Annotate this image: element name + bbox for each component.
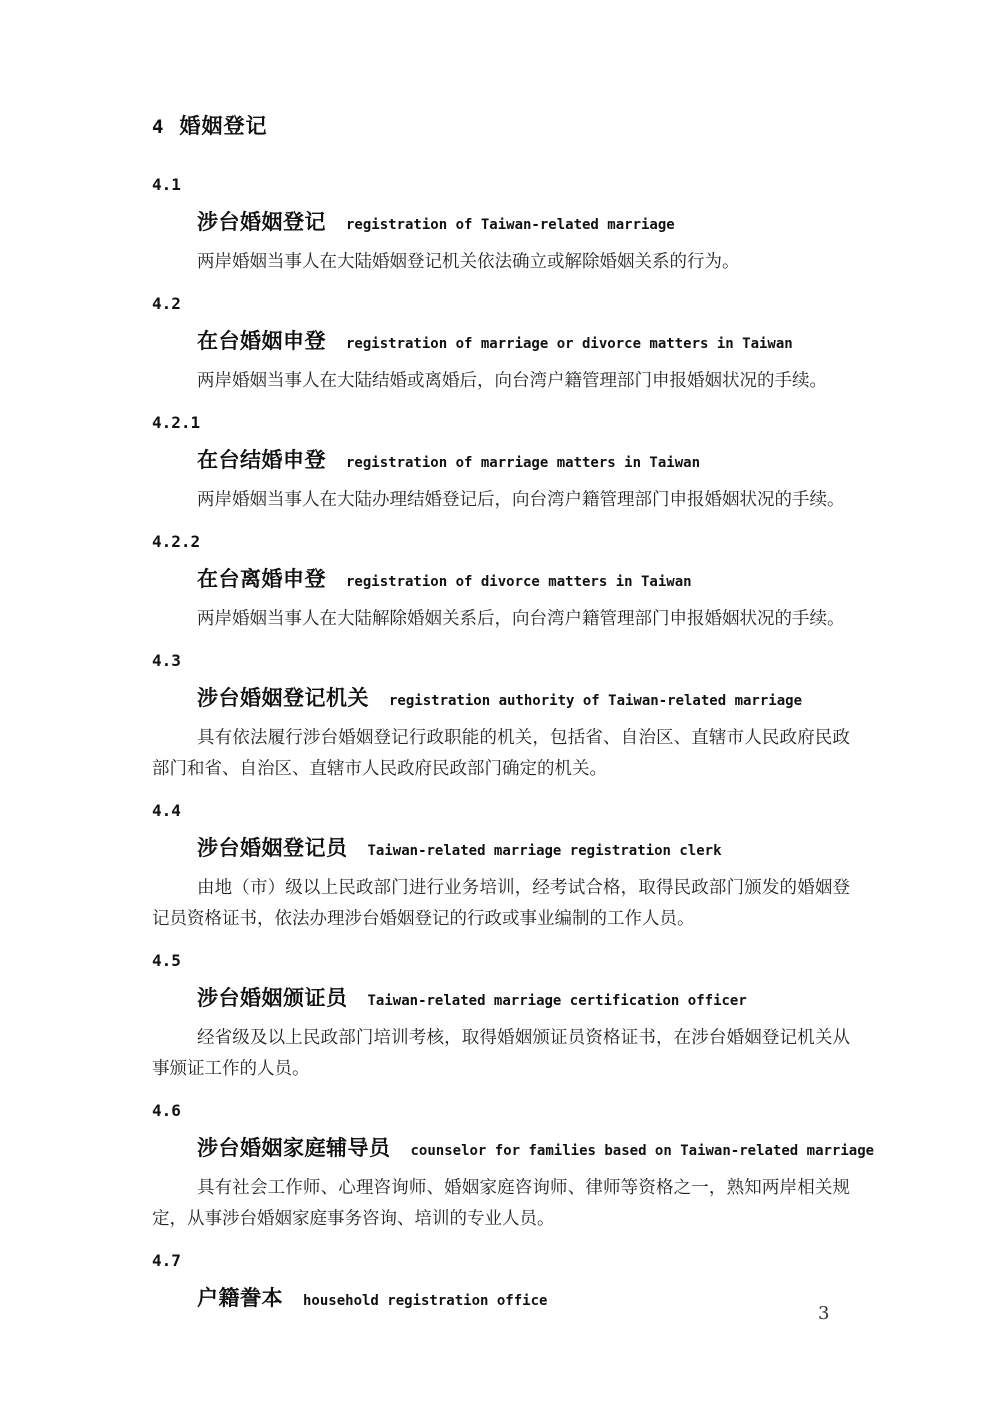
section-number: 4.5 xyxy=(152,951,181,970)
heading-title: 婚姻登记 xyxy=(179,114,268,138)
term-section xyxy=(152,794,850,935)
term-section xyxy=(152,406,850,516)
heading-number: 4 xyxy=(152,116,164,138)
section-number: 4.4 xyxy=(152,801,181,820)
section-number: 4.3 xyxy=(152,651,181,670)
term-line xyxy=(197,682,850,718)
term-section xyxy=(152,1244,850,1318)
term-english: registration of marriage matters in Taiwan xyxy=(346,455,701,471)
term-section xyxy=(152,168,850,278)
term-chinese: 涉台婚姻颁证员 xyxy=(197,986,348,1010)
term-english: Taiwan-related marriage certification officer xyxy=(367,993,747,1009)
term-chinese: 涉台婚姻登记机关 xyxy=(197,686,369,710)
term-definition: 具有依法履行涉台婚姻登记行政职能的机关，包括省、自治区、直辖市人民政府民政部门和省、自治区、直辖市人民政府民政部门确定的机关。 xyxy=(152,728,850,779)
term-definition: 具有社会工作师、心理咨询师、婚姻家庭咨询师、律师等资格之一，熟知两岸相关规定，从事涉台婚姻家庭事务咨询、培训的专业人员。 xyxy=(152,1178,850,1229)
section-number: 4.1 xyxy=(152,175,181,194)
term-english: registration authority of Taiwan-related marriage xyxy=(389,693,803,709)
term-section xyxy=(152,525,850,635)
term-line xyxy=(197,1132,875,1168)
term-definition: 两岸婚姻当事人在大陆办理结婚登记后，向台湾户籍管理部门申报婚姻状况的手续。 xyxy=(197,490,845,510)
term-chinese: 涉台婚姻家庭辅导员 xyxy=(197,1136,391,1160)
term-line xyxy=(197,1282,850,1318)
term-section xyxy=(152,287,850,397)
term-chinese: 户籍誊本 xyxy=(197,1286,283,1310)
term-english: counselor for families based on Taiwan-related marriage xyxy=(410,1143,875,1159)
term-definition: 由地（市）级以上民政部门进行业务培训，经考试合格，取得民政部门颁发的婚姻登记员资格证书，依法办理涉台婚姻登记的行政或事业编制的工作人员。 xyxy=(152,878,850,929)
term-line xyxy=(197,444,850,480)
section-number: 4.2.2 xyxy=(152,532,201,551)
section-number: 4.2 xyxy=(152,294,181,313)
term-definition: 经省级及以上民政部门培训考核，取得婚姻颁证员资格证书，在涉台婚姻登记机关从事颁证工作的人员。 xyxy=(152,1028,850,1079)
term-chinese: 在台婚姻申登 xyxy=(197,329,326,353)
section-number: 4.6 xyxy=(152,1101,181,1120)
term-line xyxy=(197,982,850,1018)
term-english: Taiwan-related marriage registration clerk xyxy=(367,843,722,859)
term-english: registration of Taiwan-related marriage xyxy=(346,217,675,233)
page-number: 3 xyxy=(818,1303,830,1324)
term-line xyxy=(197,563,850,599)
section-number: 4.7 xyxy=(152,1251,181,1270)
term-english: household registration office xyxy=(303,1293,548,1309)
term-definition: 两岸婚姻当事人在大陆结婚或离婚后，向台湾户籍管理部门申报婚姻状况的手续。 xyxy=(197,371,827,391)
term-section xyxy=(152,944,850,1085)
section-heading xyxy=(152,110,850,144)
term-chinese: 在台离婚申登 xyxy=(197,567,326,591)
term-line xyxy=(197,832,850,868)
term-definition: 两岸婚姻当事人在大陆解除婚姻关系后，向台湾户籍管理部门申报婚姻状况的手续。 xyxy=(197,609,845,629)
terms-list xyxy=(152,168,875,1318)
term-english: registration of divorce matters in Taiwan xyxy=(346,574,692,590)
term-section xyxy=(152,1094,875,1235)
term-line xyxy=(197,206,850,242)
term-chinese: 涉台婚姻登记员 xyxy=(197,836,348,860)
term-definition: 两岸婚姻当事人在大陆婚姻登记机关依法确立或解除婚姻关系的行为。 xyxy=(197,252,740,272)
term-line xyxy=(197,325,850,361)
term-chinese: 在台结婚申登 xyxy=(197,448,326,472)
section-number: 4.2.1 xyxy=(152,413,201,432)
term-chinese: 涉台婚姻登记 xyxy=(197,210,326,234)
term-section xyxy=(152,644,850,785)
term-english: registration of marriage or divorce matters in Taiwan xyxy=(346,336,793,352)
